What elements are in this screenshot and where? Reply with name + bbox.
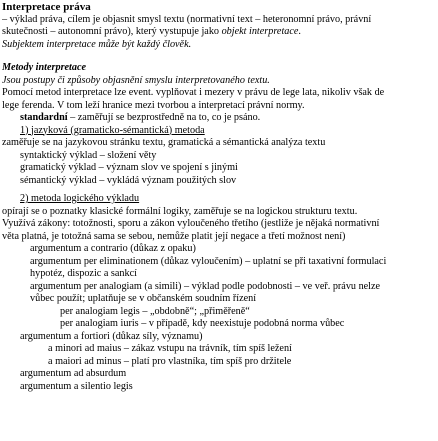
argument-item-continuation: hypotéz, dispozic a sankcí [30, 268, 137, 279]
intro-line-2 [2, 26, 436, 39]
methods-definition: Jsou postupy či způsoby objasnění smyslu interpretovaného textu. [2, 74, 270, 86]
object-of-interpretation: objekt interpretace [221, 26, 299, 37]
section-1-heading: 1) jazyková (gramaticko-sémantická) metoda [20, 124, 205, 136]
argument-item: argumentum a contrario (důkaz z opaku) [30, 243, 196, 254]
argument-subitem: per analogiam iuris – v případě, kdy neexistuje podobná norma vůbec [60, 318, 345, 329]
argument-item: argumentum per analogiam (a simili) – výklad podle podobnosti – ve veř. právu nelze [30, 280, 381, 292]
argument-subitem: a minori ad maius – zákaz vstupu na trávník, tím spíš ležení [48, 343, 292, 354]
argument-subitem: per analogiam legis – „obdobně“; „přiměřeně“ [60, 305, 250, 317]
intro-line-2-end: . [298, 26, 301, 37]
subject-of-interpretation: Subjektem interpretace [2, 38, 96, 50]
methods-paragraph-2: lege ferenda. V tom leží hranice mezi tvorbou a interpretací právní normy. [2, 99, 305, 111]
argument-item: argumentum per eliminationem (důkaz vyloučením) – uplatní se při taxativní formulaci [30, 255, 387, 267]
section-1-item: gramatický výklad – význam slov ve spojení s jinými [20, 162, 238, 173]
section-1-item: sémantický výklad – vykládá význam použitých slov [20, 174, 237, 186]
section-2-heading: 2) metoda logického výkladu [20, 193, 140, 204]
section-2-description: opírají se o poznatky klasické formální logiky, zaměřuje se na logickou strukturu textu. [2, 205, 358, 217]
argument-item-continuation: vůbec použít; uplatňuje se v občanském soudním řízení [30, 293, 257, 304]
intro-line-3-text: může být každý člověk. [95, 38, 192, 50]
intro-line-3 [2, 39, 436, 52]
standard-line [2, 112, 436, 125]
standard-text: – zaměřují se bezprostředně na to, co je psáno. [67, 112, 261, 123]
argument-subitem: a maiori ad minus – platí pro vlastníka, tím spíš pro držitele [48, 355, 292, 367]
methods-title: Metody interpretace [2, 62, 87, 73]
spacer [2, 51, 436, 62]
section-title: Interpretace práva [2, 1, 91, 13]
standard-label: standardní [20, 112, 68, 123]
section-2-use-line-1: Využívá zákony: totožnosti, sporu a zákon vyloučeného třetího (jestliže je nějaká normativní [2, 218, 380, 229]
methods-paragraph-1: Pomocí metod interpretace lze event. vyplňovat i mezery v právu de lege lata, nikoliv však de [2, 87, 385, 98]
intro-line-1: – výklad práva, cílem je objasnit smysl textu (normativní text – heteronomní právo, právní [2, 13, 372, 25]
intro-line-2-text: skutečnosti – autonomní právo), který vystupuje jako [2, 26, 222, 37]
argument-item: argumentum a fortiori (důkaz síly, významu) [20, 330, 203, 342]
section-2-use-line-2: věta platná, je totožná sama se sebou, nemůže platit její negace a třetí možnost není) [2, 230, 346, 242]
argument-item: argumentum ad absurdum [20, 368, 127, 379]
section-1-description: zaměřuje se na jazykovou stránku textu, gramatická a sémantická analýza textu [2, 137, 326, 148]
argument-item: argumentum a silentio legis [20, 380, 133, 392]
section-1-item: syntaktický výklad – složení věty [20, 149, 157, 161]
